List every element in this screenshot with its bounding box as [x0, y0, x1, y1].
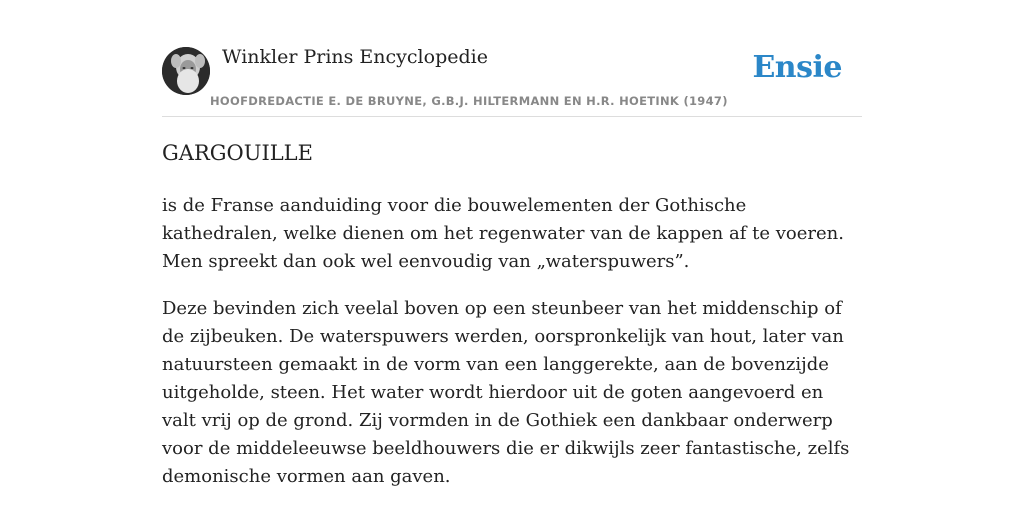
page [162, 0, 862, 487]
portrait-icon[interactable] [162, 47, 210, 95]
article-body [162, 192, 862, 510]
brand-logo[interactable]: Ensie [752, 50, 842, 85]
article-title: GARGOUILLE [162, 141, 313, 165]
article-paragraph: is de Franse aanduiding voor die bouwelementen der Gothische kathedralen, welke dienen om het regenwater van de kappen af te voeren. Men spreekt dan ook wel eenvoudig van „waterspuwers”. [162, 195, 844, 272]
editors-line: HOOFDREDACTIE E. DE BRUYNE, G.B.J. HILTERMANN EN H.R. HOETINK (1947) [210, 94, 728, 108]
header [162, 0, 862, 117]
site-title[interactable]: Winkler Prins Encyclopedie [222, 46, 488, 68]
article-paragraph: Deze bevinden zich veelal boven op een steunbeer van het middenschip of de zijbeuken. De waterspuwers werden, oorspronkelijk van hout, later van natuursteen gemaakt in de vorm van een langgerekte, aan de bovenzijde uitgeholde, steen. Het water wordt hierdoor uit de goten aangevoerd en valt vrij op de grond. Zij vormden in de Gothiek een dankbaar onderwerp voor de middeleeuwse beeldhouwers die er dikwijls zeer fantastische, zelfs demonische vormen aan gaven. [162, 298, 850, 487]
portrait-image [162, 47, 210, 95]
